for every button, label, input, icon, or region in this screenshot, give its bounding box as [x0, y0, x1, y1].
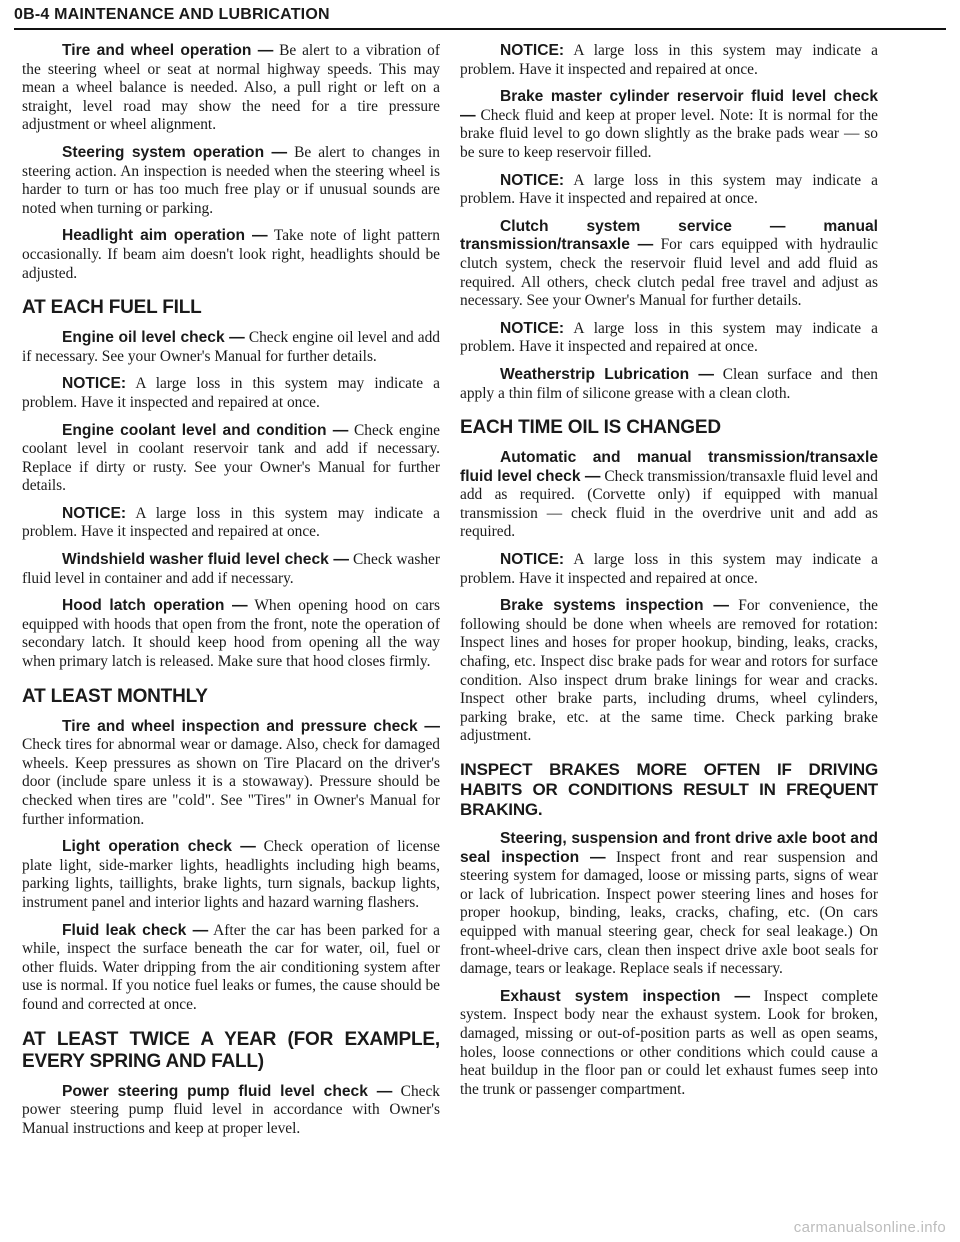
- heading-inline: Fluid leak check —: [62, 921, 209, 939]
- body-text: Check power steering pump fluid level in accordance with Owner's Manual instructions and keep at proper level.: [22, 1082, 440, 1137]
- heading-inline: Steering system operation —: [62, 143, 288, 161]
- notice-label: NOTICE:: [500, 319, 565, 337]
- body-text: Take note of light pattern occasionally. If beam aim doesn't look right, headlights should be adjusted.: [22, 227, 440, 282]
- body-text: A large loss in this system may indicate a problem. Have it inspected and repaired at once.: [460, 319, 878, 356]
- body-text: Check tires for abnormal wear or damage. Also, check for damaged wheels. Keep pressures as shown on Tire Placard on the driver's door (include spare unless it is a stowaway). Pressure should be checked when tires are "cold". See "Tires" in Owner's Manual for further information.: [22, 736, 440, 828]
- notice-label: NOTICE:: [500, 171, 565, 189]
- paragraph-steering-suspension: [460, 830, 878, 979]
- notice: [460, 320, 878, 357]
- section-heading-oil-changed: EACH TIME OIL IS CHANGED: [460, 417, 721, 439]
- notice-label: NOTICE:: [500, 42, 565, 59]
- header-rule: [14, 28, 946, 30]
- heading-inline: Tire and wheel inspection and pressure check —: [62, 717, 440, 735]
- paragraph-weatherstrip: [460, 366, 878, 403]
- notice-label: NOTICE:: [62, 375, 127, 393]
- paragraph-power-steering: [22, 1083, 440, 1139]
- paragraph-clutch-service: [460, 218, 878, 311]
- section-heading-twice-a-year: AT LEAST TWICE A YEAR (FOR EXAMPLE, EVERY SPRING AND FALL): [22, 1028, 440, 1072]
- body-text: For cars equipped with hydraulic clutch system, check the reservoir fluid level and add fluid as required. All others, check clutch pedal free travel and adjust as necessary. See your Owner's Manual for further details.: [460, 236, 878, 310]
- notice-label: NOTICE:: [62, 504, 127, 522]
- notice: [22, 505, 440, 542]
- heading-inline: Hood latch operation —: [62, 597, 248, 615]
- body-text: Check washer fluid level in container and add if necessary.: [22, 551, 440, 587]
- heading-inline: Automatic and manual transmission/transaxle fluid level check —: [460, 449, 878, 485]
- body-text: Clean surface and then apply a thin film of silicone grease with a clean cloth.: [460, 365, 878, 402]
- paragraph-tire-wheel-operation: [22, 42, 440, 135]
- paragraph-fluid-leak: [22, 922, 440, 1015]
- heading-inline: Weatherstrip Lubrication —: [500, 365, 714, 383]
- paragraph-headlight-aim: [22, 227, 440, 283]
- heading-inline: Brake master cylinder reservoir fluid level check —: [460, 88, 878, 124]
- watermark: carmanualsonline.info: [793, 1219, 946, 1236]
- paragraph-washer-fluid: [22, 551, 440, 588]
- heading-inline: Light operation check —: [62, 838, 256, 856]
- body-text: Inspect front and rear suspension and steering system for damaged, loose or missing parts, signs of wear or lack of lubrication. Inspect power steering lines and hoses for proper hookup, binding, leaks, cracks, chafing, etc. (On cars equipped with manual steering gear, check for seal leakage.) On front-wheel-drive cars, clean then inspect drive axle boot seals for damage, tears or leakage. Replace seals if necessary.: [460, 848, 878, 978]
- body-text: Be alert to changes in steering action. An inspection is needed when the steering wheel is harder to turn or has too much free play or if unusual sounds are noted when turning or parking.: [22, 143, 440, 217]
- heading-inline: Steering, suspension and front drive axle boot and seal inspection —: [460, 830, 878, 866]
- paragraph-steering-operation: [22, 144, 440, 218]
- paragraph-brake-master-cylinder: [460, 88, 878, 162]
- body-text: A large loss in this system may indicate a problem. Have it inspected and repaired at once.: [460, 171, 878, 208]
- body-text: A large loss in this system may indicate a problem. Have it inspected and repaired at once.: [460, 42, 878, 78]
- body-text: A large loss in this system may indicate a problem. Have it inspected and repaired at once.: [460, 551, 878, 587]
- left-column: [22, 42, 440, 1147]
- heading-inline: Power steering pump fluid level check —: [62, 1082, 393, 1100]
- notice: [460, 172, 878, 209]
- notice: [22, 375, 440, 412]
- paragraph-transmission-fluid: [460, 449, 878, 542]
- heading-inline: Brake systems inspection —: [500, 597, 729, 615]
- section-heading-monthly: AT LEAST MONTHLY: [22, 685, 208, 707]
- paragraph-engine-oil: [22, 329, 440, 366]
- body-text: A large loss in this system may indicate a problem. Have it inspected and repaired at once.: [22, 375, 440, 411]
- body-text: For convenience, the following should be done when wheels are removed for rotation: Inspect lines and hoses for proper hookup, binding, leaks, cracks, chafing, etc. Inspect disc brake pads for wear and rotors for surface condition. Also inspect drum brake linings for wear and cracks. Inspect other brake parts, including drums, wheel cylinders, parking brake, etc. at the same time. Check parking brake adjustment.: [460, 597, 878, 745]
- section-heading-inspect-brakes: INSPECT BRAKES MORE OFTEN IF DRIVING HABITS OR CONDITIONS RESULT IN FREQUENT BRAKING.: [460, 760, 878, 819]
- body-text: Check transmission/transaxle fluid level and add as required. (Corvette only) if equipped with manual transmission — check fluid in the overdrive unit and add as required.: [460, 467, 878, 541]
- notice-label: NOTICE:: [500, 551, 565, 569]
- paragraph-light-operation: [22, 838, 440, 912]
- heading-inline: Headlight aim operation —: [62, 227, 268, 245]
- body-text: Check operation of license plate light, side-marker lights, headlights including high beams, parking lights, taillights, brake lights, turn signals, backup lights, instrument panel and interior lights and hazard warning flashers.: [22, 838, 440, 911]
- body-text: Inspect complete system. Inspect body near the exhaust system. Look for broken, damaged, missing or out-of-position parts as well as open seams, holes, loose connections or other conditions which could cause a heat buildup in the floor pan or could let exhaust fumes seep into the trunk or passenger compartment.: [460, 987, 878, 1098]
- page-header: 0B-4 MAINTENANCE AND LUBRICATION: [14, 6, 330, 23]
- body-text: Be alert to a vibration of the steering wheel or seat at normal highway speeds. This may mean a wheel balance is needed. Also, a pull right or left on a straight, level road may show the need for a tire pressure adjustment or wheel alignment.: [22, 42, 440, 134]
- notice: [460, 42, 878, 79]
- heading-inline: Engine coolant level and condition —: [62, 421, 349, 439]
- body-text: Check engine oil level and add if necessary. See your Owner's Manual for further details.: [22, 329, 440, 365]
- heading-inline: Tire and wheel operation —: [62, 42, 274, 59]
- heading-inline: Windshield washer fluid level check —: [62, 551, 349, 569]
- body-text: Check engine coolant level in coolant reservoir tank and add if necessary. Replace if dirty or rusty. See your Owner's Manual for further details.: [22, 421, 440, 495]
- paragraph-engine-coolant: [22, 422, 440, 496]
- heading-inline: Engine oil level check —: [62, 329, 245, 347]
- paragraph-brake-systems: [460, 597, 878, 746]
- paragraph-hood-latch: [22, 597, 440, 671]
- heading-inline: Exhaust system inspection —: [500, 987, 751, 1005]
- notice: [460, 551, 878, 588]
- body-text: After the car has been parked for a while, inspect the surface beneath the car for water, oil, fuel or other fluids. Water dripping from the air conditioning system after use is normal. If you notice fuel leaks or fumes, the cause should be found and corrected at once.: [22, 921, 440, 1013]
- body-text: A large loss in this system may indicate a problem. Have it inspected and repaired at once.: [22, 504, 440, 541]
- body-text: Check fluid and keep at proper level. Note: It is normal for the brake fluid level to go down slightly as the brake pads wear — so be sure to keep reservoir filled.: [460, 106, 878, 161]
- paragraph-exhaust-system: [460, 988, 878, 1100]
- heading-inline: Clutch system service — manual transmission/transaxle —: [460, 217, 878, 254]
- paragraph-tire-pressure: [22, 718, 440, 830]
- section-heading-fuel-fill: AT EACH FUEL FILL: [22, 297, 202, 319]
- right-column: [460, 42, 878, 1108]
- body-text: When opening hood on cars equipped with hoods that open from the front, note the operation of secondary latch. It should keep hood from opening all the way when primary latch is released. Make sure that hood closes firmly.: [22, 597, 440, 671]
